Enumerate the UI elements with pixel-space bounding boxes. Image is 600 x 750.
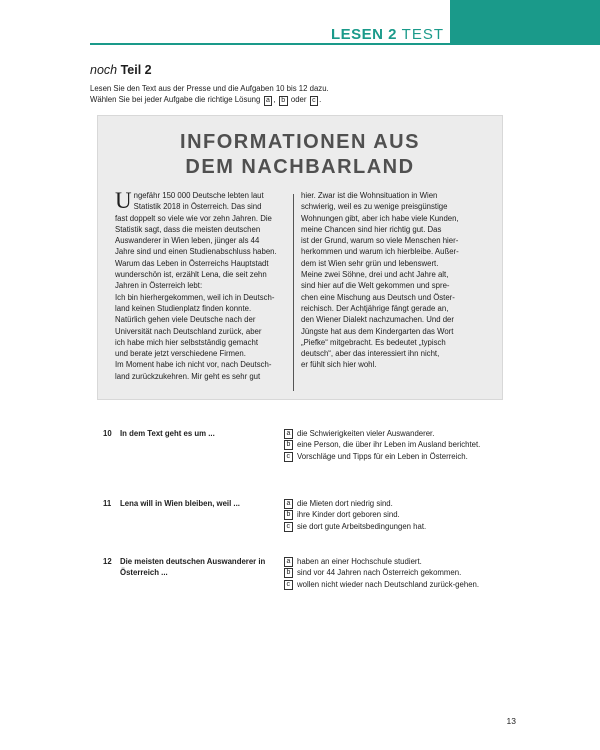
article-line: Warum das Leben in Österreichs Hauptstadt [115,258,269,268]
article-line: den Wiener Dialekt nachzumachen. Und der [301,315,454,325]
instructions-sep: , [273,95,276,104]
task-options [283,498,508,532]
header-rule [90,43,600,45]
header-number: 2 [388,26,397,43]
article-line: chen eine Mischung aus Deutsch und Öster- [301,292,455,302]
article-line: Jahre sind und einen Studienabschluss haben. [115,247,277,257]
option-box-c: c [310,96,319,106]
article-column-right [301,190,491,371]
answer-text: wollen nicht wieder nach Deutschland zurück-gehen. [297,579,480,589]
instructions-end: . [319,95,322,104]
task-number: 11 [103,499,112,508]
answer-text: haben an einer Hochschule studiert. [297,557,422,566]
answer-checkbox[interactable]: b [284,568,293,578]
article-line: Meine zwei Söhne, drei und acht Jahre alt, [301,270,449,280]
answer-checkbox[interactable]: a [284,557,293,567]
article-line: Ich bin hierhergekommen, weil ich in Deutsch- [115,292,275,302]
answer-text: ihre Kinder dort geboren sind. [297,510,400,520]
section-heading-noch: noch [90,63,118,77]
page-header [0,0,600,48]
task-number: 12 [103,557,112,566]
page-number: 13 [506,716,516,726]
article-line: meine Chancen sind hier richtig gut. Das [301,224,442,234]
answer-checkbox[interactable]: b [284,510,293,520]
answer-option-c[interactable] [283,451,508,462]
article-line: Auswanderer in Wien leben, jünger als 44 [115,236,260,246]
article-line: ich habe mich hier selbstständig gemacht [115,337,259,347]
answer-text: eine Person, die über ihr Leben im Ausland berichtet. [297,440,481,450]
article-line: Natürlich gehen viele Deutsche nach der [115,315,256,325]
article-line: Jüngste hat aus dem Kindergarten das Wort [301,326,454,336]
answer-option-b[interactable] [283,509,508,520]
section-heading [90,63,152,77]
instructions-line2-text: Wählen Sie bei jeder Aufgabe die richtige Lösung [90,95,261,104]
article-line: sind hier auf die Welt gekommen und spre- [301,281,450,291]
article-line: land zurückzukehren. Mir geht es sehr gut [115,371,261,381]
article-line: „Piefke“ mitgebracht. Es bedeutet „typisch [301,337,446,347]
task-question: In dem Text geht es um ... [120,429,215,438]
instructions [90,83,510,106]
answer-checkbox[interactable]: c [284,522,293,532]
instructions-line2 [90,94,510,106]
task-options [283,556,508,590]
article-line: und berate jetzt verschiedene Firmen. [115,349,246,359]
article-line: Jahren in Österreich lebt: [115,281,203,291]
article-line: reichisch. Der Achtjährige fängt gerade an, [301,303,449,313]
article-line: land keinen Studienplatz finden konnte. [115,303,252,313]
header-mode: TEST [401,26,444,43]
header-accent-block [450,0,600,43]
task-question: Die meisten deutschen Auswanderer in Österreich ... [120,557,266,578]
article-line: deutsch“, aber das interessiert ihn nicht, [301,349,440,359]
article-line: wunderschön ist, erzählt Lena, die seit zehn [115,270,267,280]
article-title [98,130,502,180]
answer-text: die Schwierigkeiten vieler Auswanderer. [297,429,435,438]
article-line: Universität nach Deutschland zurück, aber [115,326,262,336]
answer-option-b[interactable] [283,567,508,578]
article-line: ngefähr 150 000 Deutsche lebten laut [133,191,264,200]
article-line: hier. Zwar ist die Wohnsituation in Wien [301,191,438,200]
article-line: Im Moment habe ich nicht vor, nach Deutsch- [115,360,272,370]
article-title-line1: INFORMATIONEN AUS [180,131,420,153]
column-divider [293,194,294,391]
article-line: fast doppelt so viele wie vor zehn Jahren. Die [115,213,272,223]
article-line: Statistik sagt, dass die meisten deutschen [115,224,261,234]
answer-text: die Mieten dort niedrig sind. [297,499,393,508]
answer-checkbox[interactable]: a [284,499,293,509]
answer-option-c[interactable] [283,521,508,532]
press-article [97,115,503,400]
option-box-a: a [264,96,273,106]
answer-option-c[interactable] [283,579,508,590]
article-line: Wohnungen gibt, aber ich habe viele Kunden, [301,213,459,223]
article-line: dem ist Wien sehr grün und lebenswert. [301,258,439,268]
answer-option-b[interactable] [283,439,508,450]
answer-option-a[interactable] [283,556,508,567]
answer-option-a[interactable] [283,428,508,439]
task-number: 10 [103,429,112,438]
article-line: Statistik 2018 in Österreich. Das sind [133,202,262,212]
section-heading-teil: Teil 2 [120,63,152,77]
article-line: schwierig, weil es zu wenige preisgünstige [301,202,448,212]
instructions-oder: oder [290,95,307,104]
task-options [283,428,508,462]
answer-text: sie dort gute Arbeitsbedingungen hat. [297,521,427,531]
option-box-b: b [279,96,288,106]
header-title [331,26,444,43]
header-section: LESEN [330,26,384,43]
article-column-left [115,190,295,382]
answer-option-a[interactable] [283,498,508,509]
task-question: Lena will in Wien bleiben, weil ... [120,499,240,508]
article-line: er fühlt sich hier wohl. [301,360,377,370]
answer-checkbox[interactable]: a [284,429,293,439]
answer-checkbox[interactable]: c [284,452,293,462]
answer-text: sind vor 44 Jahren nach Österreich gekommen. [297,568,462,578]
article-dropcap: U [115,188,132,213]
answer-text: Vorschläge und Tipps für ein Leben in Österreich. [297,451,468,461]
article-line: herkommen und warum ich hierbleibe. Außer- [301,247,459,257]
answer-checkbox[interactable]: c [284,580,293,590]
article-title-line2: DEM NACHBARLAND [185,156,415,178]
instructions-line1: Lesen Sie den Text aus der Presse und die Aufgaben 10 bis 12 dazu. [90,84,329,93]
article-line: ist der Grund, warum so viele Menschen hier- [301,236,459,246]
answer-checkbox[interactable]: b [284,440,293,450]
